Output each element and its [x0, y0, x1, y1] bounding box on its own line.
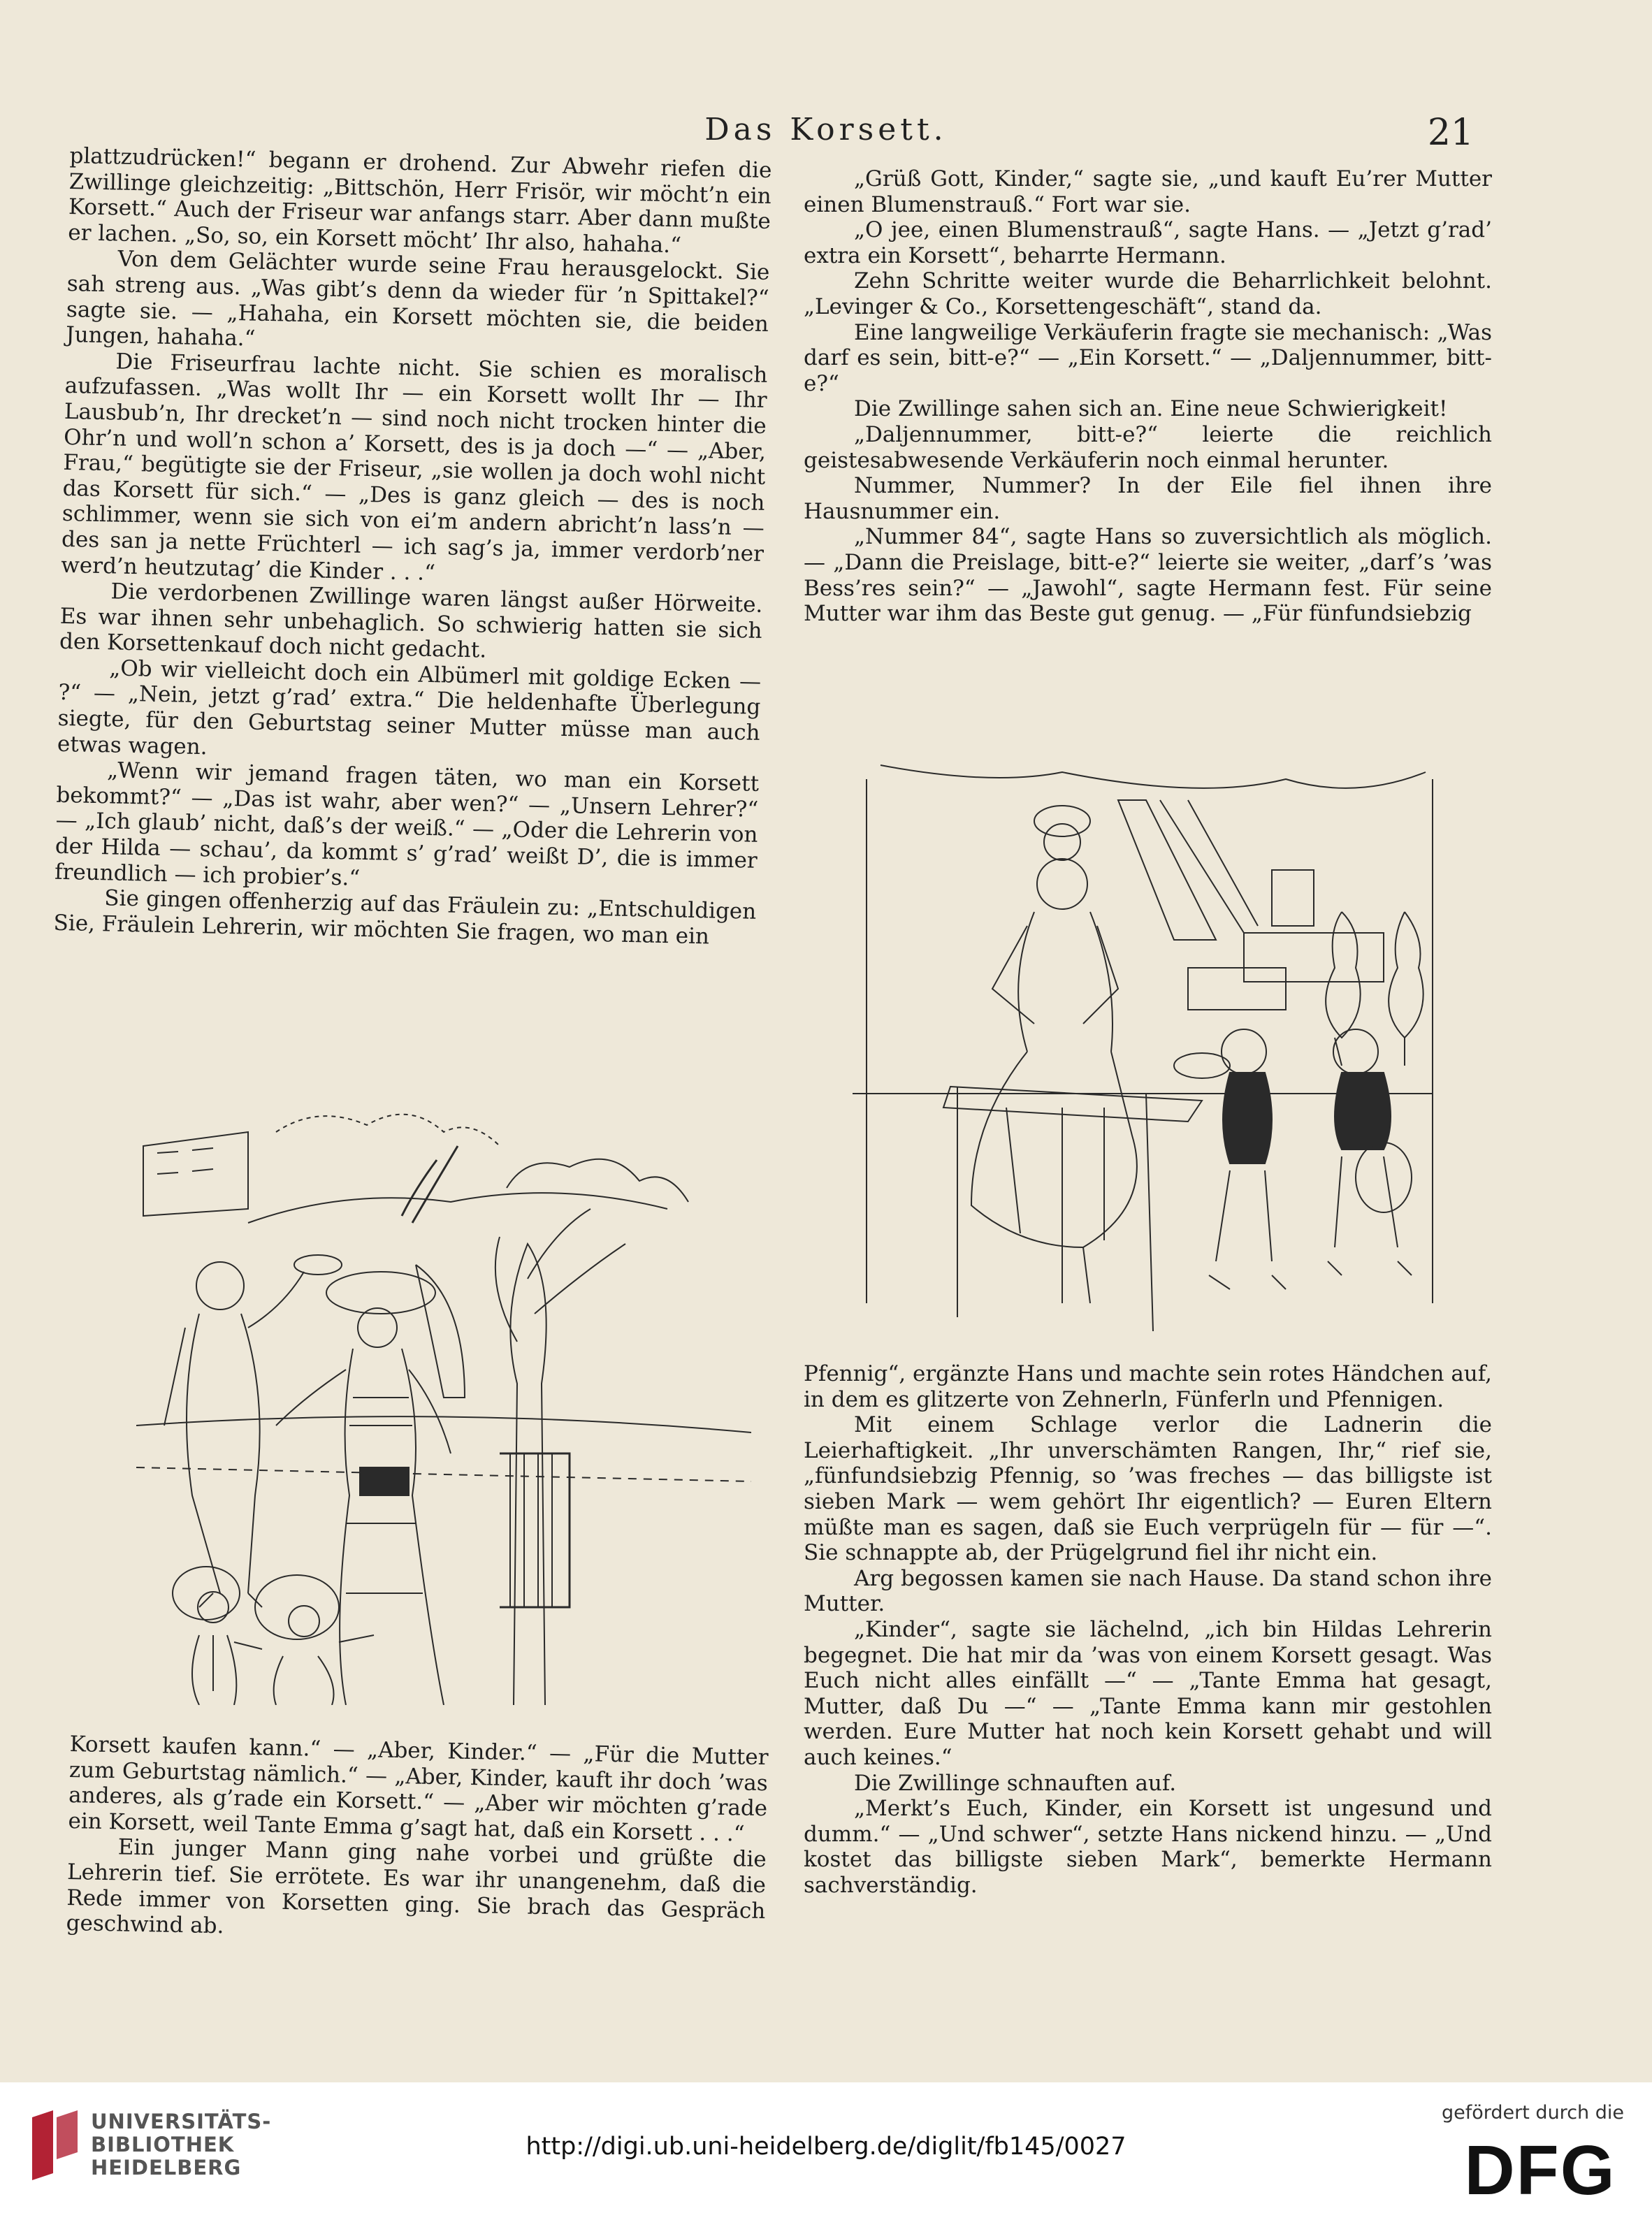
paragraph: Mit einem Schlage verlor die Ladnerin die Leierhaftigkeit. „Ihr unverschämten Rangen, Ihr,“ rief sie, „fünfundsiebzig Pfennig, so ’was freches — das billigste ist sieben Mark — wem gehört Ihr eigentlich? — Euren Eltern müßte man es sagen, daß sie Euch verprügeln für — für —“. Sie schnappte ab, der Prügelgrund fiel ihr nicht ein. [804, 1412, 1492, 1566]
paragraph: „Nummer 84“, sagte Hans so zuversichtlich als möglich. — „Dann die Preislage, bitt-e?“ leierte sie weiter, „darf’s ’was Bess’res sein?“ — „Jawohl“, sagte Hermann fest. Für seine Mutter war ihm das Beste gut genug. — „Für fünfundsiebzig [804, 524, 1492, 627]
dfg-logo [1449, 2131, 1631, 2205]
running-title: Das Korsett. [704, 112, 948, 147]
paragraph: plattzudrücken!“ begann er drohend. Zur Abwehr riefen die Zwillinge gleichzeitig: „Bittschön, Herr Frisör, wir möcht’n ein Korsett.“ Auch der Friseur war anfangs starr. Aber dann mußte er lachen. „So, so, ein Korsett möcht’ Ihr also, hahaha.“ [67, 143, 772, 259]
library-name: UNIVERSITÄTS- BIBLIOTHEK HEIDELBERG [91, 2110, 272, 2179]
right-column-top [804, 166, 1492, 627]
paragraph: „Grüß Gott, Kinder,“ sagte sie, „und kauft Eu’rer Mutter einen Blumenstrauß.“ Fort war sie. [804, 166, 1492, 217]
svg-text:DFG: DFG [1464, 2131, 1616, 2205]
paragraph: „O jee, einen Blumenstrauß“, sagte Hans. — „Jetzt g’rad’ extra ein Korsett“, beharrte Hermann. [804, 217, 1492, 268]
left-column-top [53, 143, 772, 950]
paragraph: Sie gingen offenherzig auf das Fräulein zu: „Entschuldigen Sie, Fräulein Lehrerin, wir möchten Sie fragen, wo man ein [53, 885, 757, 950]
paragraph: „Daljennummer, bitt-e?“ leierte die reichlich geistesabwesende Verkäuferin noch einmal herunter. [804, 421, 1492, 473]
paragraph: „Merkt’s Euch, Kinder, ein Korsett ist ungesund und dumm.“ — „Und schwer“, setzte Hans nickend hinzu. — „Und kostet das billigste sieben Mark“, bemerkte Hermann sachverständig. [804, 1796, 1492, 1898]
paragraph: „Kinder“, sagte sie lächelnd, „ich bin Hildas Lehrerin begegnet. Die hat mir da ’was von einem Korsett gesagt. Was Euch nicht alles einfällt —“ — „Tante Emma hat gesagt, Mutter, daß Du —“ — „Tante Emma kann mir gestohlen werden. Eure Mutter hat noch kein Korsett gehabt und will auch keines.“ [804, 1616, 1492, 1770]
paragraph: „Ob wir vielleicht doch ein Albümerl mit goldige Ecken — ?“ — „Nein, jetzt g’rad’ extra.“ Die heldenhafte Überlegung siegte, für den Geburtstag seiner Mutter müsse man auch etwas wagen. [57, 655, 762, 760]
left-column-bottom [66, 1732, 768, 1950]
page-number: 21 [1427, 112, 1474, 154]
paragraph: Die verdorbenen Zwillinge waren längst außer Hörweite. Es war ihnen sehr unbehaglich. So schwierig hatten sie sich den Korsettenkauf doch nicht gedacht. [59, 579, 763, 663]
paragraph: Die Zwillinge sahen sich an. Eine neue Schwierigkeit! [854, 396, 1448, 422]
right-column-bottom [804, 1361, 1492, 1898]
funding-note: gefördert durch die [1442, 2102, 1624, 2124]
digitization-footer [0, 2082, 1652, 2234]
paragraph: Zehn Schritte weiter wurde die Beharrlichkeit belohnt. „Levinger & Co., Korsettengeschäft“, stand da. [804, 268, 1492, 319]
street-scene-illustration [136, 1104, 751, 1705]
paragraph: Eine langweilige Verkäuferin fragte sie mechanisch: „Was darf es sein, bitt-e?“ — „Ein Korsett.“ — „Daljennummer, bitt-e?“ [804, 319, 1492, 396]
paragraph: Nummer, Nummer? In der Eile fiel ihnen ihre Hausnummer ein. [804, 473, 1492, 524]
paragraph: Die Zwillinge schnauften auf. [854, 1770, 1177, 1796]
paragraph: Pfennig“, ergänzte Hans und machte sein rotes Händchen auf, in dem es glitzerte von Zehnerln, Fünferln und Pfennigen. [804, 1361, 1492, 1412]
source-url-link[interactable]: http://digi.ub.uni-heidelberg.de/diglit/fb145/0027 [526, 2133, 1126, 2161]
paragraph: Die Friseurfrau lachte nicht. Sie schien es moralisch aufzufassen. „Was wollt Ihr — ein Korsett wollt Ihr — Ihr Lausbub’n, Ihr drecket’n — sind noch nicht trocken hinter die Ohr’n und woll’n schon a’ Korsett, des is ja doch —“ — „Aber, Frau,“ begütigte sie der Friseur, „sie wollen ja doch wohl nicht das Korsett für sich.“ — „Des is ganz gleich — des is noch schlimmer, wenn sie sich von ei’m andern abricht’n lass’n — des san ja nette Früchterl — ich sag’s ja, immer verdorb’ner werd’n heutzutag’ die Kinder . . .“ [60, 349, 768, 586]
corset-shop-illustration [853, 758, 1447, 1331]
paragraph: Korsett kaufen kann.“ — „Aber, Kinder.“ — „Für die Mutter zum Geburtstag nämlich.“ — „Aber, Kinder, kauft ihr doch ’was anderes, als g’rade ein Korsett.“ — „Aber wir möchten g’rade ein Korsett, weil Tante Emma g’sagt hat, daß ein Korsett . . .“ [68, 1732, 769, 1847]
paragraph: Von dem Gelächter wurde seine Frau herausgelockt. Sie sah streng aus. „Was gibt’s denn da wieder für ’n Spittakel?“ sagte sie. — „Hahaha, ein Korsett möchten sie, die beiden Jungen, hahaha.“ [65, 246, 770, 351]
paragraph: Ein junger Mann ging nahe vorbei und grüßte die Lehrerin tief. Sie errötete. Es war ihr unangenehm, daß die Rede immer von Korsetten ging. Sie brach das Gespräch geschwind ab. [66, 1834, 767, 1939]
paragraph: Arg begossen kamen sie nach Hause. Da stand schon ihre Mutter. [804, 1565, 1492, 1617]
paragraph: „Wenn wir jemand fragen täten, wo man ein Korsett bekommt?“ — „Das ist wahr, aber wen?“ — „Unsern Lehrer?“ — „Ich glaub’ nicht, daß’s der weiß.“ — „Oder die Lehrerin von der Hilda — schau’, da kommt s’ g’rad’ weißt D’, die is immer freundlich — ich probier’s.“ [54, 757, 760, 891]
